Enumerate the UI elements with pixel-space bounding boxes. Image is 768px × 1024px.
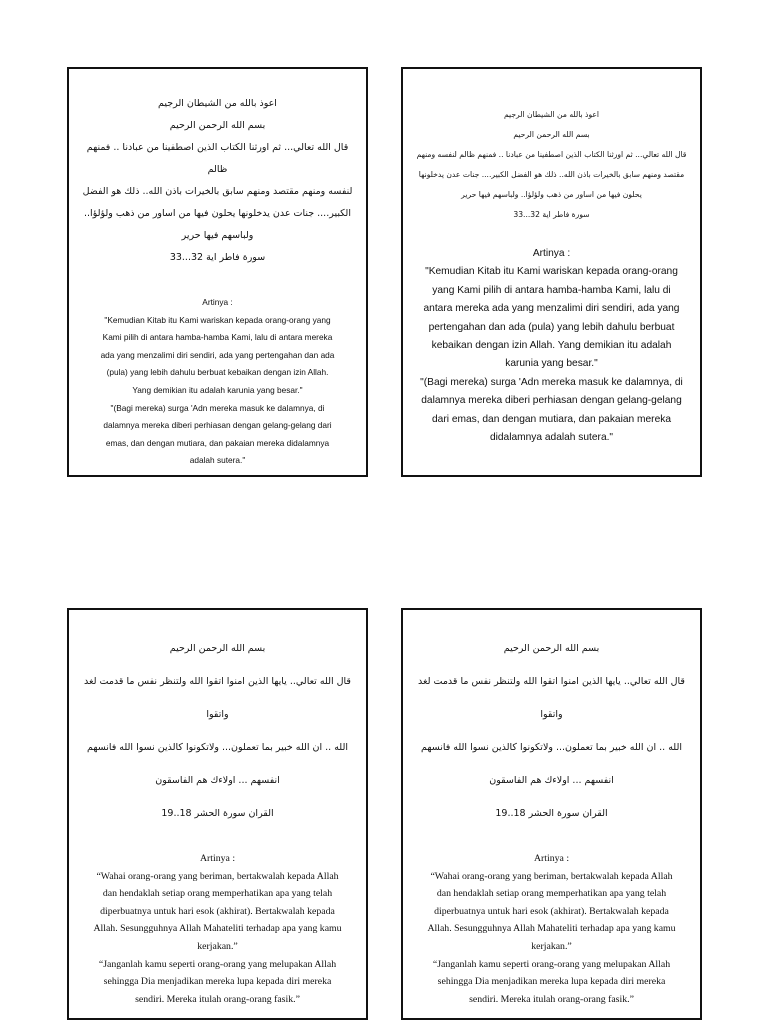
translation-line: pertengahan dan ada (pula) yang lebih dahulu berbuat	[428, 321, 675, 333]
translation-line: dalamnya mereka diberi perhiasan dengan gelang-gelang dari	[103, 420, 332, 431]
artinya-label: Artinya :	[202, 297, 233, 307]
arabic-line: انفسهم ... اولاءك هم الفاسقون	[155, 775, 280, 786]
translation-line: sendiri. Mereka itulah orang-orang fasik.”	[469, 993, 634, 1005]
translation-line: karunia yang besar."	[505, 358, 598, 370]
arabic-line: قال الله تعالي.. يايها الذين امنوا اتقوا الله ولتنظر نفس ما قدمت لغد واتقوا	[418, 676, 685, 720]
translation-line: “Janganlah kamu seperti orang-orang yang melupakan Allah	[432, 958, 671, 970]
translation-line: Allah. Sesungguhnya Allah Mahateliti terhadap apa yang kamu	[427, 923, 676, 935]
translation-line: kebaikan dengan izin Allah. Yang demikian itu adalah	[431, 340, 672, 352]
arabic-line: الله .. ان الله خبير بما تعملون... ولاتكونوا كالذين نسوا الله فانسهم	[87, 742, 348, 753]
translation-line: dan hendaklah setiap orang memperhatikan apa yang telah	[436, 888, 667, 900]
arabic-line: بسم الله الرحمن الرحيم	[169, 120, 266, 131]
translation-line: (pula) yang lebih dahulu berbuat kebaikan dengan izin Allah.	[106, 367, 329, 378]
translation-line: "Kemudian Kitab itu Kami wariskan kepada orang-orang yang	[104, 314, 331, 325]
arabic-line: انفسهم ... اولاءك هم الفاسقون	[489, 775, 614, 786]
translation-line: sendiri. Mereka itulah orang-orang fasik.”	[135, 993, 300, 1005]
arabic-line: اعوذ بالله من الشيطان الرجيم	[503, 110, 600, 119]
arabic-line: بسم الله الرحمن الرحيم	[513, 130, 590, 139]
arabic-line: قال الله تعالي.. يايها الذين امنوا اتقوا الله ولتنظر نفس ما قدمت لغد واتقوا	[84, 676, 351, 720]
translation-line: "(Bagi mereka) surga 'Adn mereka masuk ke dalamnya, di	[420, 376, 683, 388]
translation-line: Allah. Sesungguhnya Allah Mahateliti terhadap apa yang kamu	[93, 923, 342, 935]
arabic-line: مقتصد ومنهم سابق بالخيرات باذن الله.. ذلك هو الفضل الكبير.... جنات عدن يدخلونها	[418, 170, 685, 179]
translation-line: emas, dan dengan mutiara, dan pakaian mereka didalamnya	[105, 437, 330, 448]
card-fatir-1	[67, 67, 368, 477]
translation-line: diperbuatnya untuk hari esok (akhirat). Bertakwalah kepada	[100, 905, 335, 917]
translation-line: didalamnya adalah sutera."	[489, 432, 614, 444]
arabic-line: الكبير.... جنات عدن يدخلونها يحلون فيها من اساور من ذهب ولؤلؤا..	[84, 208, 351, 219]
translation-line: sehingga Dia menjadikan mereka lupa kepada diri mereka	[437, 976, 666, 988]
translation-line: adalah sutera."	[189, 455, 246, 466]
translation-line: dalamnya mereka diberi perhiasan dengan gelang-gelang	[421, 395, 682, 407]
translation-line: "Kemudian Kitab itu Kami wariskan kepada orang-orang	[425, 266, 678, 278]
translation-line: sehingga Dia menjadikan mereka lupa kepada diri mereka	[103, 976, 332, 988]
surah-reference: القران سورة الحشر 18..19	[495, 808, 608, 819]
surah-reference: القران سورة الحشر 18..19	[161, 808, 274, 819]
artinya-label: Artinya :	[533, 853, 570, 864]
translation-line: dan hendaklah setiap orang memperhatikan apa yang telah	[102, 888, 333, 900]
translation-line: ada yang menzalimi diri sendiri, ada yang pertengahan dan ada	[100, 349, 335, 360]
translation-line: kerjakan.”	[197, 940, 238, 952]
translation-line: antara mereka ada yang menzalimi diri sendiri, ada yang	[423, 303, 680, 315]
translation-line: kerjakan.”	[531, 940, 572, 952]
artinya-label: Artinya :	[199, 853, 236, 864]
card-fatir-2	[401, 67, 702, 477]
translation-line: dari emas, dan dengan mutiara, dan pakaian mereka	[432, 413, 671, 425]
surah-reference: سورة فاطر اية 32...33	[513, 210, 590, 219]
arabic-line: بسم الله الرحمن الرحيم	[503, 643, 600, 654]
artinya-label: Artinya :	[532, 248, 571, 259]
arabic-line: لنفسه ومنهم مقتصد ومنهم سابق بالخيرات باذن الله.. ذلك هو الفضل	[82, 186, 353, 197]
translation-line: diperbuatnya untuk hari esok (akhirat). Bertakwalah kepada	[434, 905, 669, 917]
translation-line: Yang demikian itu adalah karunia yang besar."	[132, 384, 303, 395]
translation-line: “Wahai orang-orang yang beriman, bertakwalah kepada Allah	[430, 870, 673, 882]
arabic-line: قال الله تعالي... ثم اورثنا الكتاب الذين اصطفينا من عبادنا .. فمنهم ظالم	[86, 142, 349, 175]
arabic-line: يحلون فيها من اساور من ذهب ولؤلؤا.. ولباسهم فيها حرير	[461, 190, 642, 199]
arabic-line: اعوذ بالله من الشيطان الرجيم	[158, 98, 277, 109]
translation-line: Kami pilih di antara hamba-hamba Kami, lalu di antara mereka	[102, 332, 333, 343]
card-hashr-1	[67, 608, 368, 1020]
arabic-line: قال الله تعالي... ثم اورثنا الكتاب الذين اصطفينا من عبادنا .. فمنهم ظالم لنفسه ومنهم	[416, 150, 687, 159]
arabic-line: الله .. ان الله خبير بما تعملون... ولاتكونوا كالذين نسوا الله فانسهم	[421, 742, 682, 753]
surah-reference: سورة فاطر اية 32...33	[169, 252, 266, 263]
translation-line: “Wahai orang-orang yang beriman, bertakwalah kepada Allah	[96, 870, 339, 882]
translation-line: "(Bagi mereka) surga 'Adn mereka masuk ke dalamnya, di	[110, 402, 325, 413]
translation-line: yang Kami pilih di antara hamba-hamba Kami, lalu di	[432, 284, 671, 296]
arabic-line: بسم الله الرحمن الرحيم	[169, 643, 266, 654]
card-hashr-2	[401, 608, 702, 1020]
translation-line: “Janganlah kamu seperti orang-orang yang melupakan Allah	[98, 958, 337, 970]
arabic-line: ولباسهم فيها حرير	[181, 230, 254, 241]
